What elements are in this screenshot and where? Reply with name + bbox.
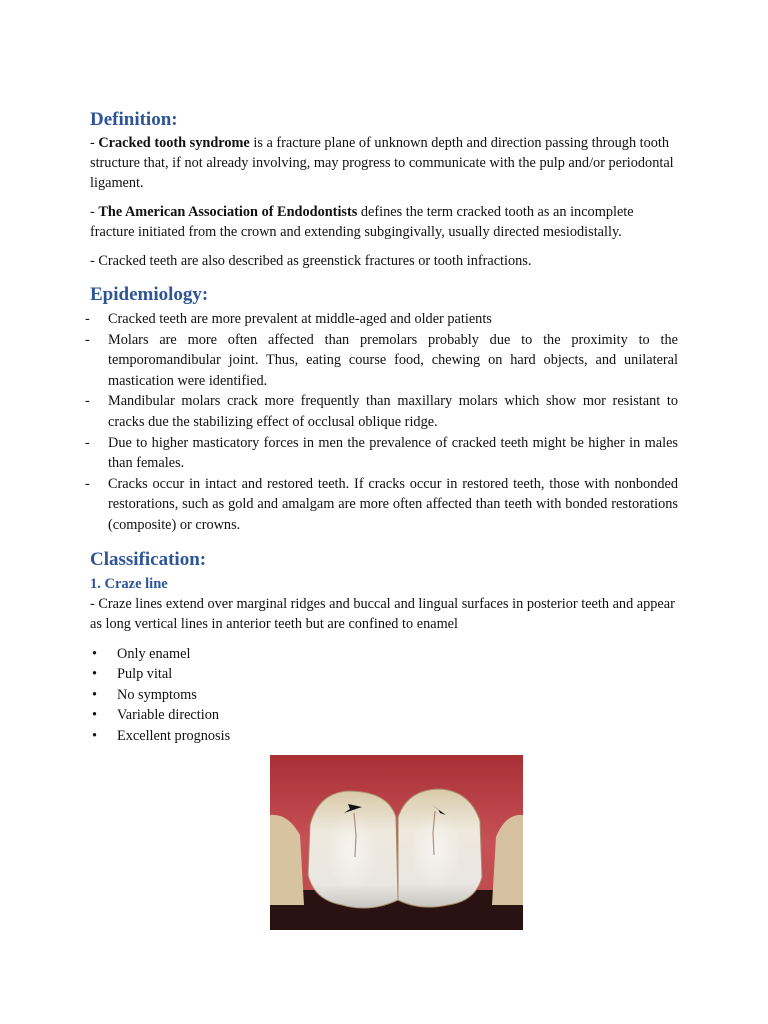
aae-term: The American Association of Endodontists xyxy=(98,204,358,220)
definition-paragraph-2-text: defines the term cracked tooth as an incomplete fracture initiated from the crown and extending subgingivally, usually directed mesiodistally. xyxy=(90,204,634,240)
list-item: • Variable direction xyxy=(90,705,678,726)
definition-paragraph-2: - The American Association of Endodontists defines the term cracked tooth as an incomplete fracture initiated from the crown and extending subgingivally, usually directed mesiodistally. xyxy=(90,204,634,240)
epidemiology-list xyxy=(90,309,678,536)
list-item: • No symptoms xyxy=(90,685,678,706)
list-item: • Pulp vital xyxy=(90,664,678,685)
craze-line-heading: 1. Craze line xyxy=(90,575,168,592)
cracked-tooth-syndrome-term: Cracked tooth syndrome xyxy=(98,135,250,151)
definition-paragraph-1-text: is a fracture plane of unknown depth and direction passing through tooth structure that, if not already involving, may progress to communicate with the pulp and/or periodontal ligament. xyxy=(90,135,674,191)
definition-paragraph-3: - Cracked teeth are also described as greenstick fractures or tooth infractions. xyxy=(90,253,532,269)
list-item: • Excellent prognosis xyxy=(90,726,678,747)
list-item: - Cracked teeth are more prevalent at middle-aged and older patients xyxy=(90,309,678,330)
definition-paragraph-1: - Cracked tooth syndrome is a fracture plane of unknown depth and direction passing through tooth structure that, if not already involving, may progress to communicate with the pulp and/or periodontal ligament. xyxy=(90,135,674,191)
definition-heading: Definition: xyxy=(90,109,178,130)
classification-heading: Classification: xyxy=(90,548,207,570)
list-item: - Cracks occur in intact and restored teeth. If cracks occur in restored teeth, those with nonbonded restorations, such as gold and amalgam are more often affected than teeth with bonded restorations (composite) or crowns. xyxy=(90,474,678,536)
document-content xyxy=(90,108,678,747)
list-item: • Only enamel xyxy=(90,644,678,665)
craze-line-features xyxy=(90,644,678,747)
list-item: - Mandibular molars crack more frequently than maxillary molars which show mor resistant to cracks due the stabilizing effect of occlusal oblique ridge. xyxy=(90,391,678,432)
epidemiology-heading: Epidemiology: xyxy=(90,284,209,305)
craze-line-description: - Craze lines extend over marginal ridges and buccal and lingual surfaces in posterior teeth and appear as long vertical lines in anterior teeth but are confined to enamel xyxy=(90,595,675,632)
craze-line-teeth-photo xyxy=(270,755,523,930)
list-item: - Due to higher masticatory forces in men the prevalence of cracked teeth might be higher in males than females. xyxy=(90,433,678,474)
list-item: - Molars are more often affected than premolars probably due to the proximity to the temporomandibular joint. Thus, eating course food, chewing on hard objects, and unilateral mastication were identified. xyxy=(90,330,678,392)
